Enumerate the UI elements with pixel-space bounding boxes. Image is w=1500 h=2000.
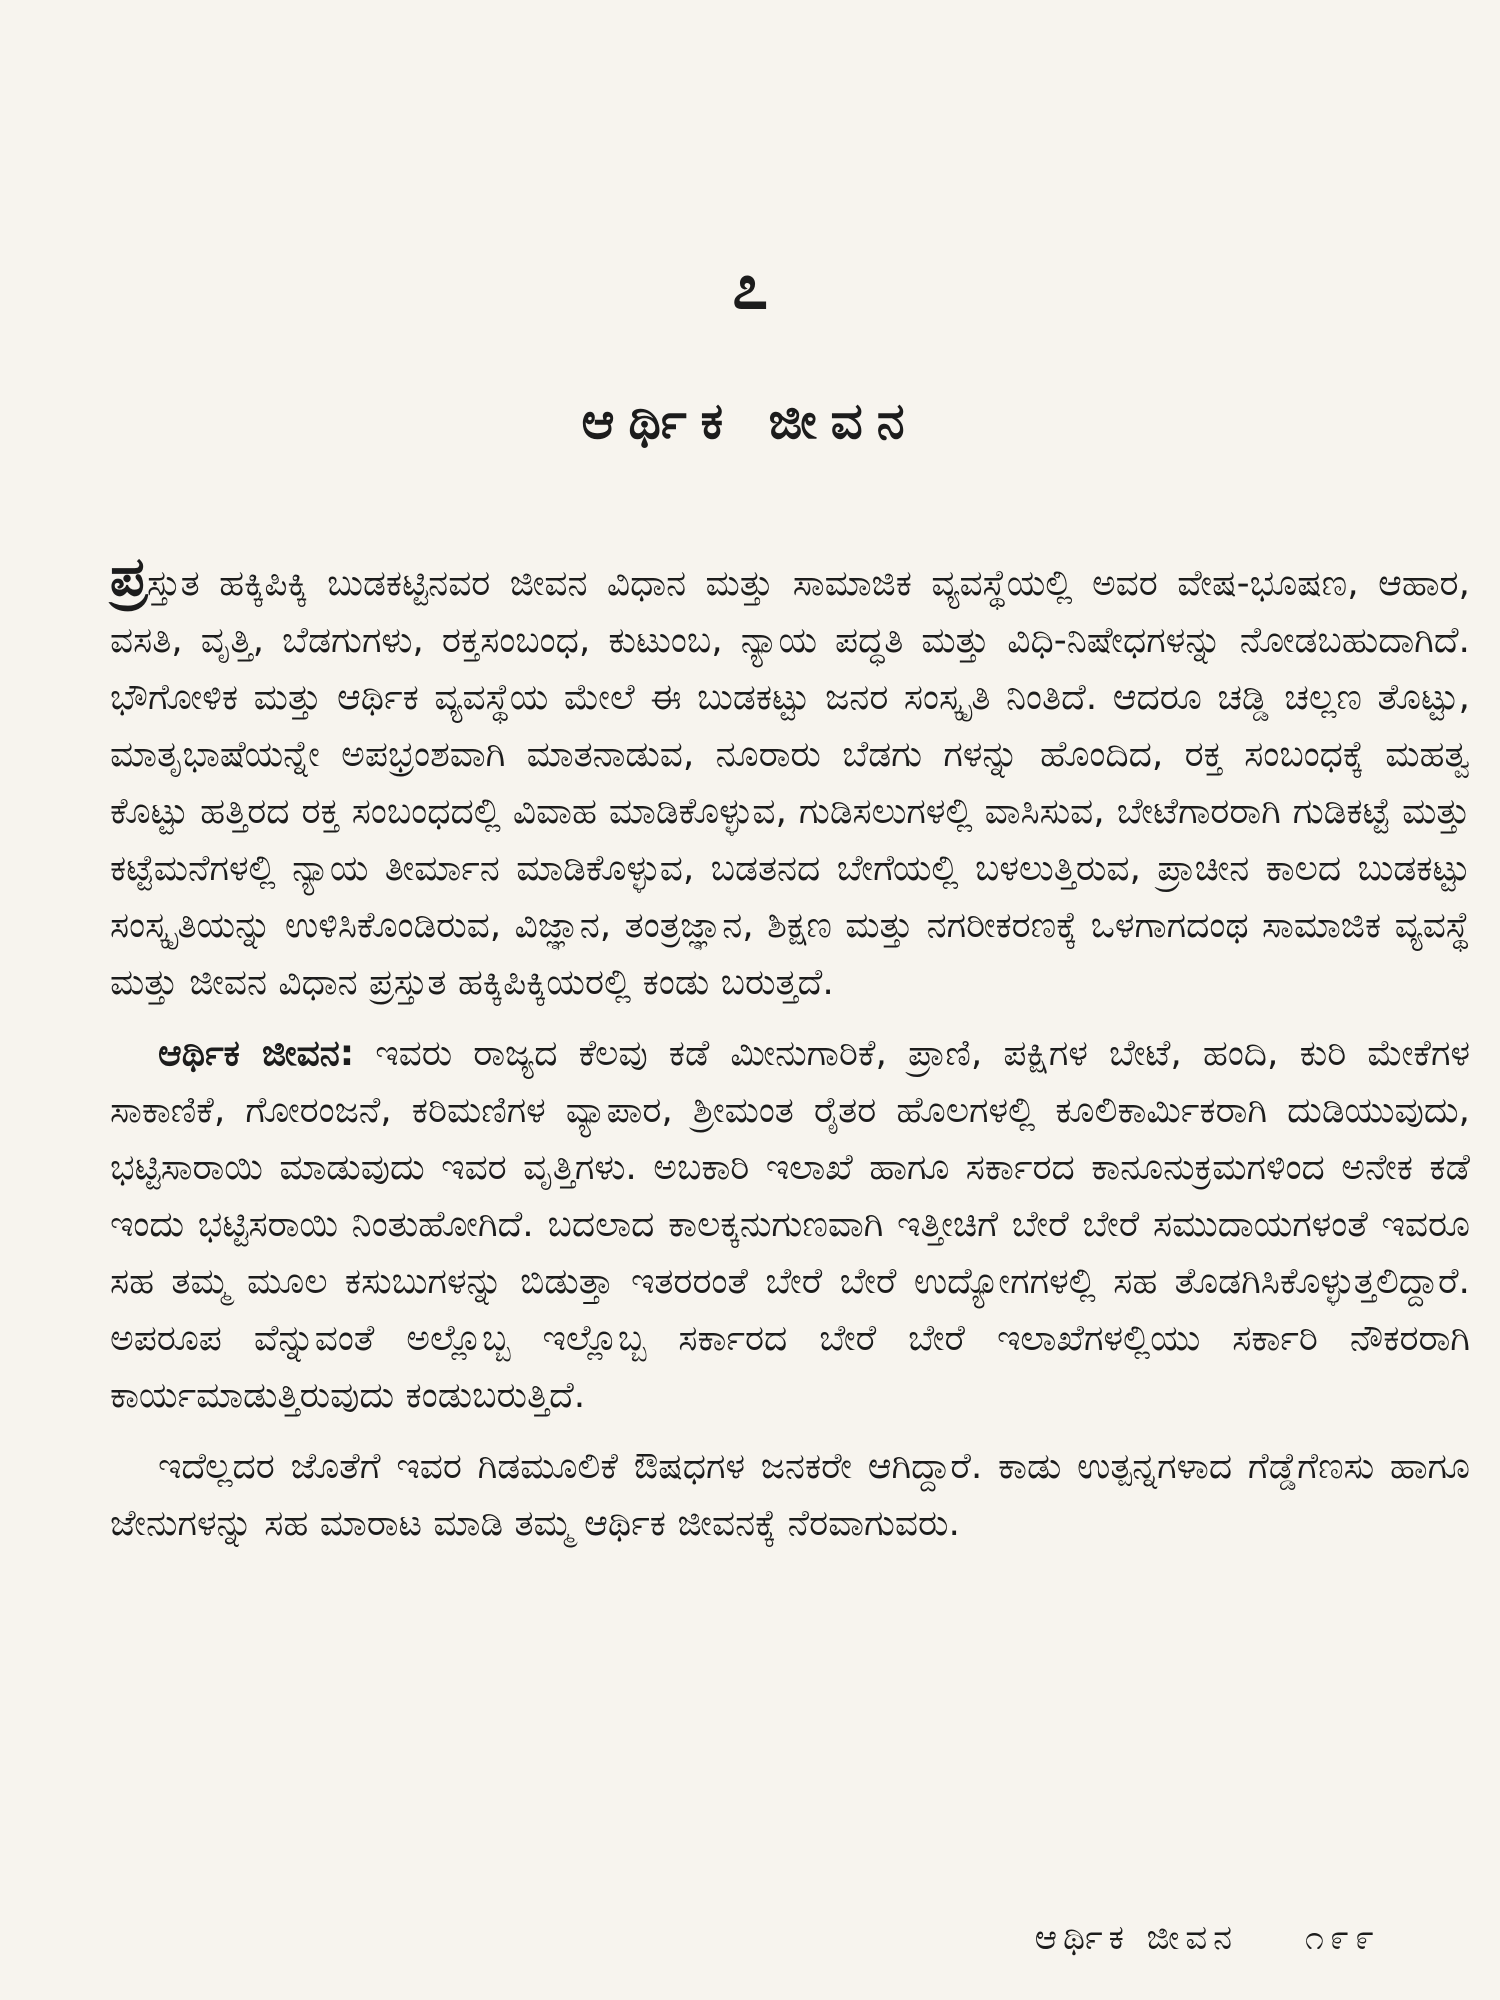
paragraph-economic-life [110, 1025, 1470, 1424]
paragraph-herbal-medicine [110, 1438, 1470, 1552]
paragraph-herbal-medicine-text: ಇದೆಲ್ಲದರ ಜೊತೆಗೆ ಇವರ ಗಿಡಮೂಲಿಕೆ ಔಷಧಗಳ ಜನಕರೇ ಆಗಿದ್ದಾರೆ. ಕಾಡು ಉತ್ಪನ್ನಗಳಾದ ಗೆಡ್ಡೆಗೆಣಸು ಹಾಗೂ ಜೇನುಗಳನ್ನು ಸಹ ಮಾರಾಟ ಮಾಡಿ ತಮ್ಮ ಆರ್ಥಿಕ ಜೀವನಕ್ಕೆ ನೆರವಾಗುವರು. [110, 1446, 1470, 1544]
paragraph-intro [110, 545, 1470, 1011]
section-run-in-heading: ಆರ್ಥಿಕ ಜೀವನ: [158, 1033, 355, 1074]
page-number: ೧೯೯ [1304, 1918, 1380, 1958]
paragraph-economic-life-text: ಇವರು ರಾಜ್ಯದ ಕೆಲವು ಕಡೆ ಮೀನುಗಾರಿಕೆ, ಪ್ರಾಣಿ, ಪಕ್ಷಿಗಳ ಬೇಟೆ, ಹಂದಿ, ಕುರಿ ಮೇಕೆಗಳ ಸಾಕಾಣಿಕೆ, ಗೋರಂಜನೆ, ಕರಿಮಣಿಗಳ ವ್ಯಾಪಾರ, ಶ್ರೀಮಂತ ರೈತರ ಹೊಲಗಳಲ್ಲಿ ಕೂಲಿಕಾರ್ಮಿಕರಾಗಿ ದುಡಿಯುವುದು, ಭಟ್ಟಿಸಾರಾಯಿ ಮಾಡುವುದು ಇವರ ವೃತ್ತಿಗಳು. ಅಬಕಾರಿ ಇಲಾಖೆ ಹಾಗೂ ಸರ್ಕಾರದ ಕಾನೂನುಕ್ರಮಗಳಿಂದ ಅನೇಕ ಕಡೆ ಇಂದು ಭಟ್ಟಿಸರಾಯಿ ನಿಂತುಹೋಗಿದೆ. ಬದಲಾದ ಕಾಲಕ್ಕನುಗುಣವಾಗಿ ಇತ್ತೀಚಿಗೆ ಬೇರೆ ಬೇರೆ ಸಮುದಾಯಗಳಂತೆ ಇವರೂ ಸಹ ತಮ್ಮ ಮೂಲ ಕಸುಬುಗಳನ್ನು ಬಿಡುತ್ತಾ ಇತರರಂತೆ ಬೇರೆ ಬೇರೆ ಉದ್ಯೋಗಗಳಲ್ಲಿ ಸಹ ತೊಡಗಿಸಿಕೊಳ್ಳುತ್ತಲಿದ್ದಾರೆ. ಅಪರೂಪ ವೆನ್ನುವಂತೆ ಅಲ್ಲೊಬ್ಬ ಇಲ್ಲೊಬ್ಬ ಸರ್ಕಾರದ ಬೇರೆ ಬೇರೆ ಇಲಾಖೆಗಳಲ್ಲಿಯು ಸರ್ಕಾರಿ ನೌಕರರಾಗಿ ಕಾರ್ಯಮಾಡುತ್ತಿರುವುದು ಕಂಡುಬರುತ್ತಿದೆ. [110, 1033, 1471, 1416]
drop-cap: ಪ್ರ [110, 545, 147, 608]
body-text [110, 545, 1471, 1566]
chapter-number: ೭ [732, 250, 768, 324]
running-title: ಆರ್ಥಿಕ ಜೀವನ [1034, 1918, 1239, 1958]
page-footer [1035, 1918, 1380, 1958]
chapter-title: ಆರ್ಥಿಕ ಜೀವನ [581, 392, 919, 450]
paragraph-intro-text: ಸ್ತುತ ಹಕ್ಕಿಪಿಕ್ಕಿ ಬುಡಕಟ್ಟಿನವರ ಜೀವನ ವಿಧಾನ ಮತ್ತು ಸಾಮಾಜಿಕ ವ್ಯವಸ್ಥೆಯಲ್ಲಿ ಅವರ ವೇಷ-ಭೂಷಣ, ಆಹಾರ, ವಸತಿ, ವೃತ್ತಿ, ಬೆಡಗುಗಳು, ರಕ್ತಸಂಬಂಧ, ಕುಟುಂಬ, ನ್ಯಾಯ ಪದ್ಧತಿ ಮತ್ತು ವಿಧಿ-ನಿಷೇಧಗಳನ್ನು ನೋಡಬಹುದಾಗಿದೆ. ಭೌಗೋಳಿಕ ಮತ್ತು ಆರ್ಥಿಕ ವ್ಯವಸ್ಥೆಯ ಮೇಲೆ ಈ ಬುಡಕಟ್ಟು ಜನರ ಸಂಸ್ಕೃತಿ ನಿಂತಿದೆ. ಆದರೂ ಚಡ್ಡಿ ಚಲ್ಲಣ ತೊಟ್ಟು, ಮಾತೃಭಾಷೆಯನ್ನೇ ಅಪಭ್ರಂಶವಾಗಿ ಮಾತನಾಡುವ, ನೂರಾರು ಬೆಡಗು ಗಳನ್ನು ಹೊಂದಿದ, ರಕ್ತ ಸಂಬಂಧಕ್ಕೆ ಮಹತ್ವ ಕೊಟ್ಟು ಹತ್ತಿರದ ರಕ್ತ ಸಂಬಂಧದಲ್ಲಿ ವಿವಾಹ ಮಾಡಿಕೊಳ್ಳುವ, ಗುಡಿಸಲುಗಳಲ್ಲಿ ವಾಸಿಸುವ, ಬೇಟೆಗಾರರಾಗಿ ಗುಡಿಕಟ್ಟೆ ಮತ್ತು ಕಟ್ಟೆಮನೆಗಳಲ್ಲಿ ನ್ಯಾಯ ತೀರ್ಮಾನ ಮಾಡಿಕೊಳ್ಳುವ, ಬಡತನದ ಬೇಗೆಯಲ್ಲಿ ಬಳಲುತ್ತಿರುವ, ಪ್ರಾಚೀನ ಕಾಲದ ಬುಡಕಟ್ಟು ಸಂಸ್ಕೃತಿಯನ್ನು ಉಳಿಸಿಕೊಂಡಿರುವ, ವಿಜ್ಞಾನ, ತಂತ್ರಜ್ಞಾನ, ಶಿಕ್ಷಣ ಮತ್ತು ನಗರೀಕರಣಕ್ಕೆ ಒಳಗಾಗದಂಥ ಸಾಮಾಜಿಕ ವ್ಯವಸ್ಥೆ ಮತ್ತು ಜೀವನ ವಿಧಾನ ಪ್ರಸ್ತುತ ಹಕ್ಕಿಪಿಕ್ಕಿಯರಲ್ಲಿ ಕಂಡು ಬರುತ್ತದೆ. [110, 563, 1470, 1003]
